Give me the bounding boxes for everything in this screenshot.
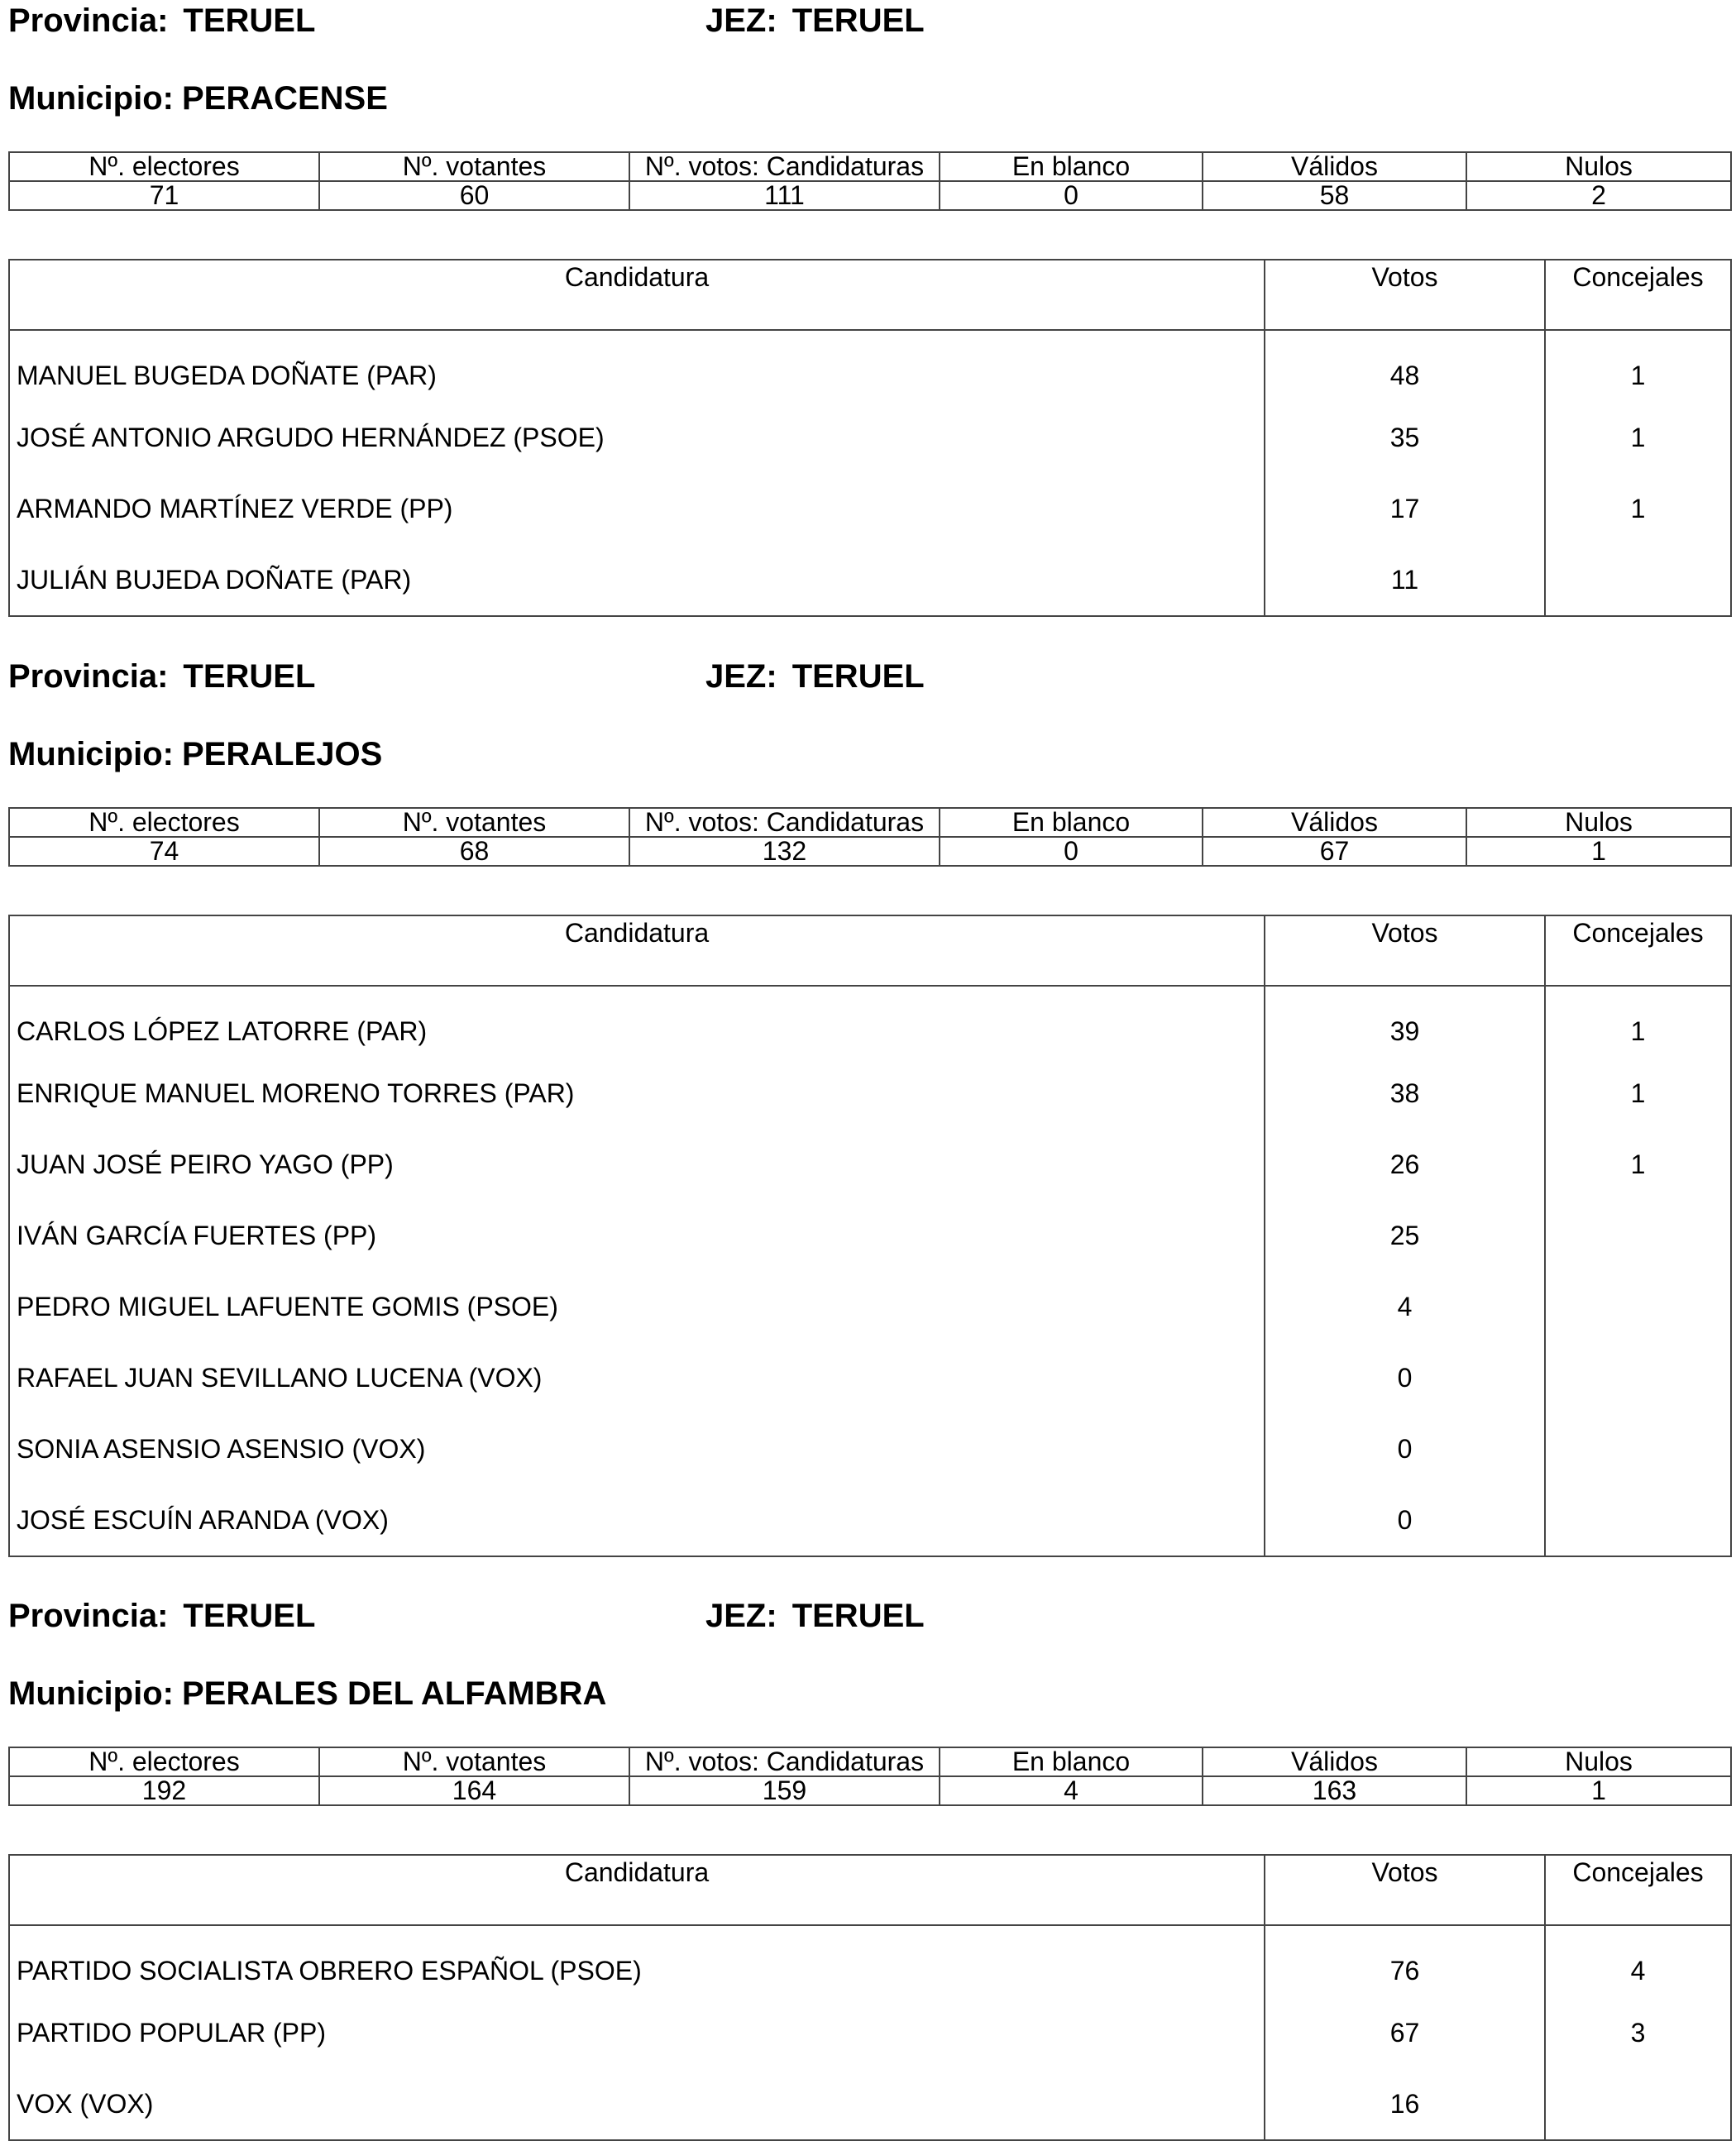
candidate-row — [9, 1484, 1731, 1556]
candidates-table — [8, 915, 1732, 1557]
stats-validos: 163 — [1203, 1776, 1466, 1805]
stats-header-row — [9, 152, 1731, 181]
candidate-row — [9, 330, 1731, 402]
candidate-row — [9, 1413, 1731, 1484]
candidate-row — [9, 1058, 1731, 1129]
stats-table — [8, 151, 1732, 211]
candidates-header-row — [9, 1855, 1731, 1925]
header-concejales: Concejales — [1545, 915, 1731, 986]
jez-label: JEZ: — [705, 658, 777, 695]
candidate-row — [9, 544, 1731, 616]
stats-header-en-blanco: En blanco — [940, 1747, 1203, 1776]
candidate-name: JOSÉ ANTONIO ARGUDO HERNÁNDEZ (PSOE) — [9, 402, 1265, 473]
stats-en-blanco: 0 — [940, 837, 1203, 866]
stats-header-electores: Nº. electores — [9, 1747, 319, 1776]
stats-header-electores: Nº. electores — [9, 808, 319, 837]
stats-nulos: 1 — [1466, 1776, 1731, 1805]
jez-value: TERUEL — [791, 2, 925, 39]
stats-header-electores: Nº. electores — [9, 152, 319, 181]
header-candidatura: Candidatura — [9, 260, 1265, 330]
candidate-concejales — [1545, 1271, 1731, 1342]
municipio-value: PERACENSE — [181, 80, 388, 117]
candidate-votos: 0 — [1265, 1484, 1545, 1556]
candidate-votos: 67 — [1265, 1997, 1545, 2068]
stats-votantes: 68 — [319, 837, 629, 866]
stats-header-votos-candidaturas: Nº. votos: Candidaturas — [629, 152, 940, 181]
provincia-value: TERUEL — [183, 1598, 316, 1634]
candidate-name: PEDRO MIGUEL LAFUENTE GOMIS (PSOE) — [9, 1271, 1265, 1342]
stats-votantes: 60 — [319, 181, 629, 210]
candidate-concejales: 1 — [1545, 986, 1731, 1058]
stats-header-row — [9, 1747, 1731, 1776]
candidate-name: ENRIQUE MANUEL MORENO TORRES (PAR) — [9, 1058, 1265, 1129]
candidate-concejales: 1 — [1545, 473, 1731, 544]
stats-header-row — [9, 808, 1731, 837]
stats-value-row — [9, 181, 1731, 210]
stats-table — [8, 807, 1732, 867]
header-votos: Votos — [1265, 915, 1545, 986]
stats-header-votos-candidaturas: Nº. votos: Candidaturas — [629, 808, 940, 837]
candidate-concejales: 1 — [1545, 1129, 1731, 1200]
municipio-label: Municipio: — [8, 736, 174, 772]
jez-heading — [705, 1599, 925, 1632]
candidate-concejales: 1 — [1545, 330, 1731, 402]
candidate-row — [9, 1129, 1731, 1200]
jez-value: TERUEL — [791, 658, 925, 695]
provincia-value: TERUEL — [183, 2, 316, 39]
candidate-name: JOSÉ ESCUÍN ARANDA (VOX) — [9, 1484, 1265, 1556]
stats-validos: 67 — [1203, 837, 1466, 866]
stats-nulos: 2 — [1466, 181, 1731, 210]
stats-table — [8, 1747, 1732, 1806]
stats-header-en-blanco: En blanco — [940, 152, 1203, 181]
candidate-row — [9, 1997, 1731, 2068]
candidate-votos: 16 — [1265, 2068, 1545, 2140]
stats-header-validos: Válidos — [1203, 1747, 1466, 1776]
candidate-concejales — [1545, 1342, 1731, 1413]
provincia-heading — [8, 1599, 315, 1632]
jez-value: TERUEL — [791, 1598, 925, 1634]
header-concejales: Concejales — [1545, 260, 1731, 330]
candidate-votos: 35 — [1265, 402, 1545, 473]
stats-votos-candidaturas: 159 — [629, 1776, 940, 1805]
candidate-row — [9, 1925, 1731, 1997]
candidate-concejales: 4 — [1545, 1925, 1731, 1997]
candidate-concejales — [1545, 544, 1731, 616]
stats-en-blanco: 4 — [940, 1776, 1203, 1805]
stats-nulos: 1 — [1466, 837, 1731, 866]
stats-electores: 71 — [9, 181, 319, 210]
candidate-name: RAFAEL JUAN SEVILLANO LUCENA (VOX) — [9, 1342, 1265, 1413]
stats-electores: 192 — [9, 1776, 319, 1805]
provincia-value: TERUEL — [183, 658, 316, 695]
candidate-concejales: 1 — [1545, 1058, 1731, 1129]
stats-validos: 58 — [1203, 181, 1466, 210]
candidate-row — [9, 986, 1731, 1058]
candidate-name: CARLOS LÓPEZ LATORRE (PAR) — [9, 986, 1265, 1058]
candidate-name: JUAN JOSÉ PEIRO YAGO (PP) — [9, 1129, 1265, 1200]
municipio-heading — [8, 82, 388, 115]
stats-header-validos: Válidos — [1203, 152, 1466, 181]
stats-header-votantes: Nº. votantes — [319, 808, 629, 837]
stats-header-votantes: Nº. votantes — [319, 152, 629, 181]
candidate-row — [9, 1271, 1731, 1342]
jez-heading — [705, 660, 925, 693]
provincia-heading — [8, 4, 315, 37]
candidate-concejales — [1545, 1413, 1731, 1484]
candidate-votos: 4 — [1265, 1271, 1545, 1342]
candidate-name: VOX (VOX) — [9, 2068, 1265, 2140]
candidate-row — [9, 2068, 1731, 2140]
candidate-name: ARMANDO MARTÍNEZ VERDE (PP) — [9, 473, 1265, 544]
provincia-heading — [8, 660, 315, 693]
provincia-label: Provincia: — [8, 2, 169, 39]
candidate-votos: 11 — [1265, 544, 1545, 616]
stats-votantes: 164 — [319, 1776, 629, 1805]
candidate-votos: 0 — [1265, 1342, 1545, 1413]
stats-en-blanco: 0 — [940, 181, 1203, 210]
candidate-name: IVÁN GARCÍA FUERTES (PP) — [9, 1200, 1265, 1271]
header-votos: Votos — [1265, 260, 1545, 330]
stats-header-nulos: Nulos — [1466, 808, 1731, 837]
candidate-row — [9, 402, 1731, 473]
provincia-label: Provincia: — [8, 658, 169, 695]
candidate-row — [9, 1200, 1731, 1271]
stats-value-row — [9, 1776, 1731, 1805]
candidate-name: SONIA ASENSIO ASENSIO (VOX) — [9, 1413, 1265, 1484]
jez-heading — [705, 4, 925, 37]
candidate-row — [9, 1342, 1731, 1413]
candidate-concejales: 1 — [1545, 402, 1731, 473]
jez-label: JEZ: — [705, 2, 777, 39]
stats-header-en-blanco: En blanco — [940, 808, 1203, 837]
candidate-votos: 48 — [1265, 330, 1545, 402]
jez-label: JEZ: — [705, 1598, 777, 1634]
municipio-value: PERALEJOS — [181, 736, 383, 772]
stats-value-row — [9, 837, 1731, 866]
stats-votos-candidaturas: 132 — [629, 837, 940, 866]
stats-header-nulos: Nulos — [1466, 152, 1731, 181]
municipio-heading — [8, 1677, 606, 1710]
stats-header-votantes: Nº. votantes — [319, 1747, 629, 1776]
provincia-label: Provincia: — [8, 1598, 169, 1634]
candidates-header-row — [9, 260, 1731, 330]
header-candidatura: Candidatura — [9, 915, 1265, 986]
candidates-header-row — [9, 915, 1731, 986]
candidate-concejales: 3 — [1545, 1997, 1731, 2068]
candidate-votos: 0 — [1265, 1413, 1545, 1484]
municipio-label: Municipio: — [8, 1675, 174, 1712]
candidate-row — [9, 473, 1731, 544]
stats-header-validos: Válidos — [1203, 808, 1466, 837]
header-concejales: Concejales — [1545, 1855, 1731, 1925]
candidate-votos: 38 — [1265, 1058, 1545, 1129]
candidate-votos: 17 — [1265, 473, 1545, 544]
municipio-label: Municipio: — [8, 80, 174, 117]
candidate-votos: 76 — [1265, 1925, 1545, 1997]
header-candidatura: Candidatura — [9, 1855, 1265, 1925]
municipio-heading — [8, 738, 382, 771]
municipio-value: PERALES DEL ALFAMBRA — [181, 1675, 607, 1712]
stats-header-nulos: Nulos — [1466, 1747, 1731, 1776]
stats-header-votos-candidaturas: Nº. votos: Candidaturas — [629, 1747, 940, 1776]
candidate-name: JULIÁN BUJEDA DOÑATE (PAR) — [9, 544, 1265, 616]
candidate-name: PARTIDO SOCIALISTA OBRERO ESPAÑOL (PSOE) — [9, 1925, 1265, 1997]
candidate-votos: 26 — [1265, 1129, 1545, 1200]
candidate-concejales — [1545, 1200, 1731, 1271]
candidate-votos: 25 — [1265, 1200, 1545, 1271]
candidate-concejales — [1545, 1484, 1731, 1556]
candidate-votos: 39 — [1265, 986, 1545, 1058]
candidate-name: MANUEL BUGEDA DOÑATE (PAR) — [9, 330, 1265, 402]
stats-electores: 74 — [9, 837, 319, 866]
header-votos: Votos — [1265, 1855, 1545, 1925]
candidate-name: PARTIDO POPULAR (PP) — [9, 1997, 1265, 2068]
stats-votos-candidaturas: 111 — [629, 181, 940, 210]
candidates-table — [8, 1854, 1732, 2141]
candidates-table — [8, 259, 1732, 617]
candidate-concejales — [1545, 2068, 1731, 2140]
